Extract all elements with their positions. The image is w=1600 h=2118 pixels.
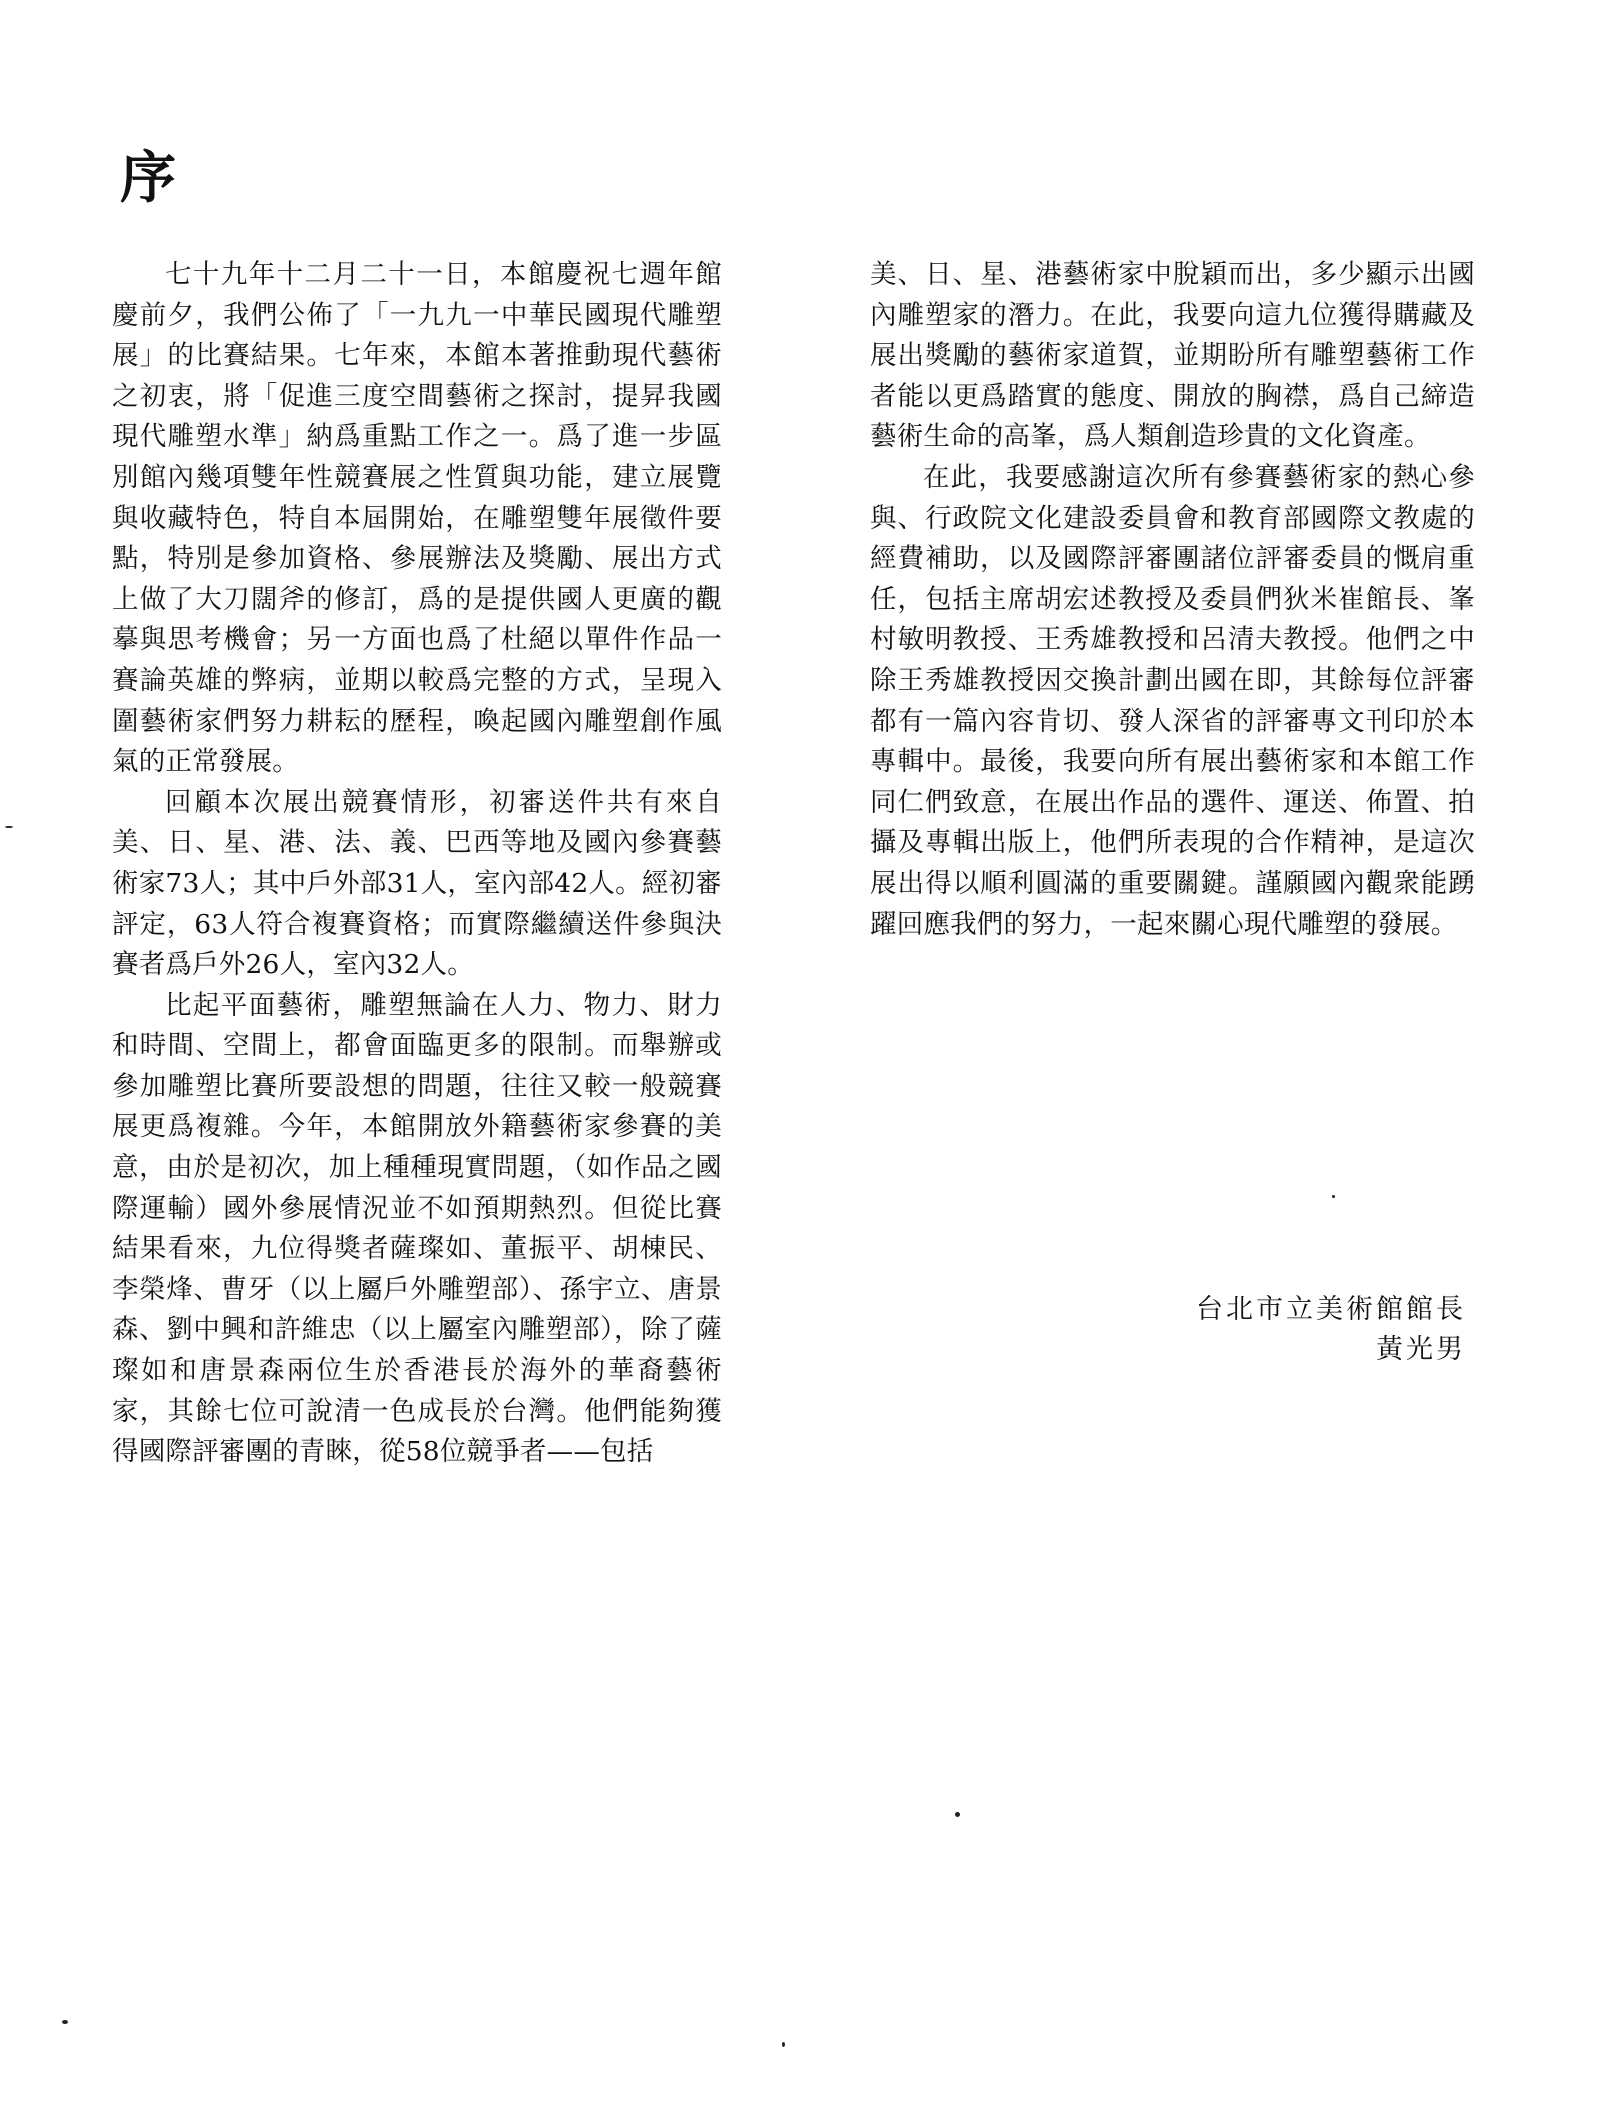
signature-name: 黃光男 [1376,1334,1466,1365]
signature-block [1196,1290,1466,1370]
right-text-column [870,255,1475,945]
paragraph-4: 在此，我要感謝這次所有參賽藝術家的熱心參與、行政院文化建設委員會和教育部國際文教處的經費補助，以及國際評審團諸位評審委員的慨肩重任，包括主席胡宏述教授及委員們狄米崔館長、峯村敏明教授、王秀雄教授和呂清夫教授。他們之中除王秀雄教授因交換計劃出國在即，其餘每位評審都有一篇內容肯切、發人深省的評審專文刊印於本專輯中。最後，我要向所有展出藝術家和本館工作同仁們致意，在展出作品的選件、運送、佈置、拍攝及專輯出版上，他們所表現的合作精神，是這次展出得以順利圓滿的重要關鍵。謹願國內觀衆能踴躍回應我們的努力，一起來關心現代雕塑的發展。 [870,461,1475,940]
paragraph-3: 比起平面藝術，雕塑無論在人力、物力、財力和時間、空間上，都會面臨更多的限制。而舉辦或參加雕塑比賽所要設想的問題，往往又較一般競賽展更爲複雜。今年，本館開放外籍藝術家參賽的美意，由於是初次，加上種種現實問題，（如作品之國際運輸）國外參展情況並不如預期熱烈。但從比賽結果看來，九位得獎者薩璨如、董振平、胡棟民、李榮烽、曹牙（以上屬戶外雕塑部）、孫宇立、唐景森、劉中興和許維忠（以上屬室內雕塑部），除了薩璨如和唐景森兩位生於香港長於海外的華裔藝術家，其餘七位可說清一色成長於台灣。他們能夠獲得國際評審團的青睞，從58位競爭者——包括 [112,989,722,1468]
signature-position: 台北市立美術館館長 [1196,1294,1466,1325]
paragraph-2: 回顧本次展出競賽情形，初審送件共有來自美、日、星、港、法、義、巴西等地及國內參賽藝術家73人；其中戶外部31人，室內部42人。經初審評定，63人符合複賽資格；而實際繼續送件參與決賽者爲戶外26人，室內32人。 [112,786,722,981]
page-title: 序 [120,145,176,211]
left-text-column [112,255,722,1473]
scan-speck [1332,1195,1335,1198]
scan-speck [955,1812,960,1817]
paragraph-3-continuation: 美、日、星、港藝術家中脫穎而出，多少顯示出國內雕塑家的潛力。在此，我要向這九位獲得購藏及展出獎勵的藝術家道賀，並期盼所有雕塑藝術工作者能以更爲踏實的態度、開放的胸襟，爲自己締造藝術生命的高峯，爲人類創造珍貴的文化資產。 [870,259,1475,453]
scan-speck [5,826,13,828]
paragraph-1: 七十九年十二月二十一日，本館慶祝七週年館慶前夕，我們公佈了「一九九一中華民國現代雕塑展」的比賽結果。七年來，本館本著推動現代藝術之初衷，將「促進三度空間藝術之探討，提昇我國現代雕塑水準」納爲重點工作之一。爲了進一步區別館內幾項雙年性競賽展之性質與功能，建立展覽與收藏特色，特自本屆開始，在雕塑雙年展徵件要點，特別是參加資格、參展辦法及獎勵、展出方式上做了大刀闊斧的修訂，爲的是提供國人更廣的觀摹與思考機會；另一方面也爲了杜絕以單件作品一賽論英雄的弊病，並期以較爲完整的方式，呈現入圍藝術家們努力耕耘的歷程，喚起國內雕塑創作風氣的正常發展。 [112,259,722,778]
scan-speck [782,2042,785,2047]
scan-speck [62,2020,68,2024]
